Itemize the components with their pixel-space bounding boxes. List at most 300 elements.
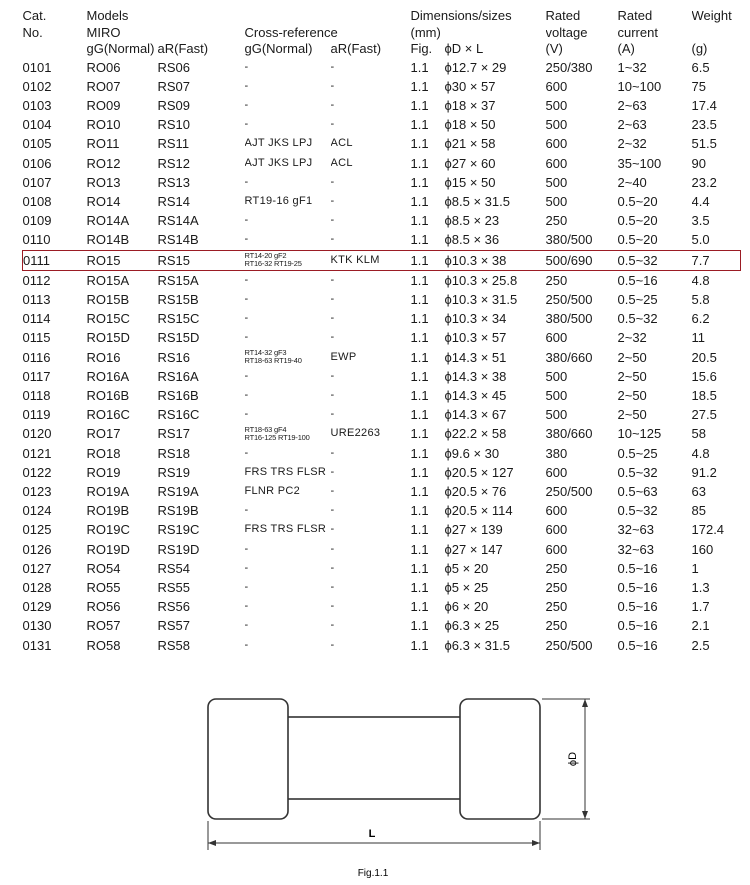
- cell-rated-current: 10~100: [617, 78, 662, 94]
- cell-model-ar: RS16B: [157, 387, 199, 403]
- cell-xref-ar: -: [330, 79, 335, 92]
- cell-model-gg: RO18: [86, 445, 121, 461]
- cell-rated-voltage: 380/660: [545, 426, 593, 442]
- cell-xref-ar: -: [330, 98, 335, 111]
- header-dl: ϕD × L: [444, 41, 484, 56]
- table-row: [23, 58, 741, 77]
- fuse-catalog-table: [22, 8, 741, 655]
- cell-rated-current: 0.5~20: [617, 232, 658, 248]
- table-row: [23, 501, 741, 520]
- header-rated-voltage-1: Rated: [545, 8, 581, 23]
- cell-rated-current: 2~50: [617, 368, 647, 384]
- cell-cat-no: 0125: [22, 522, 52, 538]
- table-row: [23, 270, 741, 290]
- cell-model-gg: RO15B: [86, 291, 130, 307]
- cell-xref-ar: -: [330, 484, 335, 497]
- table-row: [23, 230, 741, 250]
- table-row: [23, 211, 741, 230]
- cell-weight: 3.5: [691, 213, 710, 229]
- cell-weight: 90: [691, 155, 706, 171]
- xref-gg-line-1: RT18-63 gF4: [244, 424, 287, 434]
- cell-weight: 15.6: [691, 368, 717, 384]
- cell-model-gg: RO17: [86, 426, 121, 442]
- cell-model-ar: RS14B: [157, 232, 199, 248]
- cell-model-gg: RO58: [86, 637, 121, 653]
- cell-model-gg: RO12: [86, 155, 121, 171]
- cell-xref-gg: -: [244, 175, 249, 188]
- cell-cat-no: 0130: [22, 618, 52, 634]
- cell-weight: 58: [691, 426, 706, 442]
- cell-dimensions: ϕ27 × 147: [444, 541, 503, 557]
- cell-rated-current: 2~63: [617, 97, 647, 113]
- cell-rated-voltage: 600: [545, 541, 568, 557]
- cell-xref-gg: FRS TRS FLSR: [244, 465, 327, 478]
- cell-model-ar: RS16C: [157, 407, 200, 423]
- cell-xref-gg: -: [244, 446, 249, 459]
- cell-fig: 1.1: [410, 599, 429, 615]
- cell-weight: 2.5: [691, 637, 710, 653]
- cell-fig: 1.1: [410, 193, 429, 209]
- cell-rated-voltage: 250: [545, 213, 568, 229]
- table-row: [23, 134, 741, 153]
- cell-dimensions: ϕ30 × 57: [444, 78, 496, 94]
- cell-rated-current: 0.5~16: [617, 599, 658, 615]
- cell-dimensions: ϕ22.2 × 58: [444, 426, 507, 442]
- table-row: [23, 173, 741, 192]
- cell-rated-current: 0.5~16: [617, 560, 658, 576]
- cell-fig: 1.1: [410, 174, 429, 190]
- cell-rated-voltage: 500: [545, 117, 568, 133]
- cell-fig: 1.1: [410, 560, 429, 576]
- table-body: [23, 58, 741, 655]
- cell-rated-voltage: 250: [545, 579, 568, 595]
- cell-model-ar: RS55: [157, 579, 191, 595]
- cell-fig: 1.1: [410, 136, 429, 152]
- cell-fig: 1.1: [410, 541, 429, 557]
- cell-dimensions: ϕ6.3 × 25: [444, 618, 500, 634]
- cell-rated-current: 2~63: [617, 117, 647, 133]
- header-amp-unit: (A): [617, 41, 635, 56]
- table-row: [23, 520, 741, 539]
- cell-cat-no: 0111: [23, 250, 87, 270]
- table-row: [23, 77, 741, 96]
- cell-xref-gg: -: [244, 118, 249, 131]
- cell-model-gg: RO16B: [86, 387, 130, 403]
- cell-fig: 1.1: [410, 522, 429, 538]
- table-row: [23, 559, 741, 578]
- cell-rated-current: 10~125: [617, 426, 662, 442]
- cell-xref-ar: ACL: [330, 137, 353, 150]
- cell-fig: 1.1: [410, 59, 429, 75]
- cell-rated-current: 2~50: [617, 387, 647, 403]
- cell-dimensions: ϕ10.3 × 34: [444, 311, 507, 327]
- cell-weight: 23.2: [691, 174, 717, 190]
- cell-xref-ar: -: [330, 369, 335, 382]
- cell-xref-ar: -: [330, 388, 335, 401]
- cell-fig: 1.1: [410, 311, 429, 327]
- cell-cat-no: 0120: [22, 426, 52, 442]
- cell-xref-gg: [245, 250, 331, 270]
- cell-dimensions: ϕ10.3 × 31.5: [444, 291, 518, 307]
- cell-rated-voltage: 500: [545, 97, 568, 113]
- table-row: [23, 444, 741, 463]
- header-cross-reference: Cross-reference: [244, 24, 338, 40]
- cell-rated-current: 2~32: [617, 330, 647, 346]
- table-row: [23, 115, 741, 134]
- cell-rated-current: 1~32: [617, 59, 647, 75]
- cell-dimensions: ϕ8.5 × 36: [444, 232, 500, 248]
- cell-model-gg: RO19C: [86, 522, 130, 538]
- cell-weight: 160: [691, 541, 714, 557]
- fuse-right-cap: [460, 699, 540, 819]
- cell-cat-no: 0127: [22, 560, 52, 576]
- xref-gg-line-2: RT16-125 RT19-100: [244, 432, 310, 442]
- table-row: [23, 96, 741, 115]
- cell-model-ar: RS16A: [157, 368, 199, 384]
- cell-model-ar: RS19A: [157, 483, 199, 499]
- cell-dimensions: ϕ6 × 20: [444, 599, 489, 615]
- cell-xref-gg: [245, 424, 331, 443]
- cell-rated-current: 2~50: [617, 407, 647, 423]
- cell-model-gg: RO13: [86, 174, 121, 190]
- cell-rated-current: 2~50: [617, 349, 647, 365]
- cell-xref-gg: -: [244, 292, 249, 305]
- cell-rated-voltage: 250/500: [545, 291, 593, 307]
- cell-dimensions: ϕ10.3 × 25.8: [444, 272, 518, 288]
- cell-xref-ar: -: [330, 638, 335, 651]
- cell-rated-current: 0.5~16: [617, 272, 658, 288]
- cell-rated-voltage: 500/690: [546, 250, 618, 270]
- table-row: [23, 386, 741, 405]
- cell-cat-no: 0114: [22, 311, 51, 327]
- cell-xref-gg: FRS TRS FLSR: [244, 523, 327, 536]
- cell-model-gg: RO15D: [86, 330, 130, 346]
- cell-rated-current: 2~40: [617, 174, 647, 190]
- cell-xref-gg: -: [244, 79, 249, 92]
- cell-xref-ar: -: [330, 233, 335, 246]
- cell-cat-no: 0101: [22, 59, 52, 75]
- diameter-arrow-bottom: [582, 811, 588, 819]
- cell-cat-no: 0106: [22, 155, 52, 171]
- cell-rated-current: 35~100: [617, 155, 662, 171]
- cell-model-gg: RO19A: [86, 483, 130, 499]
- cell-xref-ar: -: [330, 504, 335, 517]
- cell-rated-voltage: 250/500: [545, 637, 593, 653]
- cell-rated-voltage: 250: [545, 618, 568, 634]
- diameter-arrow-top: [582, 699, 588, 707]
- cell-xref-ar: -: [330, 561, 335, 574]
- cell-model-ar: RS15B: [157, 291, 199, 307]
- cell-xref-gg: -: [244, 312, 249, 325]
- cell-rated-voltage: 500: [545, 387, 568, 403]
- cell-fig: 1.1: [410, 155, 429, 171]
- cell-model-gg: RO11: [86, 136, 120, 152]
- cell-dimensions: ϕ18 × 37: [444, 97, 496, 113]
- cell-xref-gg: -: [244, 331, 249, 344]
- cell-cat-no: 0113: [22, 291, 51, 307]
- cell-model-ar: RS19: [157, 464, 191, 480]
- table-row: [23, 597, 741, 616]
- cell-fig: 1.1: [410, 213, 429, 229]
- cell-rated-voltage: 250/500: [545, 483, 593, 499]
- fuse-dimension-figure: [190, 685, 610, 885]
- cell-cat-no: 0131: [22, 637, 52, 653]
- cell-rated-current: 0.5~32: [617, 311, 658, 327]
- cell-rated-current: 0.5~16: [617, 618, 658, 634]
- cell-dimensions: ϕ14.3 × 51: [444, 349, 507, 365]
- cell-model-gg: RO10: [86, 117, 121, 133]
- table-row: [23, 405, 741, 424]
- cell-weight: 1: [691, 560, 699, 576]
- cell-weight: 5.8: [691, 291, 710, 307]
- cell-rated-voltage: 600: [545, 522, 568, 538]
- cell-xref-ar: -: [330, 292, 335, 305]
- cell-rated-voltage: 600: [545, 136, 568, 152]
- cell-cat-no: 0107: [22, 174, 52, 190]
- cell-xref-gg: -: [244, 60, 249, 73]
- table-row: [23, 636, 741, 655]
- cell-weight: 63: [691, 483, 706, 499]
- header-xref-ar: aR(Fast): [330, 41, 382, 56]
- cell-cat-no: 0128: [22, 579, 52, 595]
- cell-xref-ar: -: [330, 619, 335, 632]
- cell-cat-no: 0108: [22, 193, 52, 209]
- table-row: [23, 309, 741, 328]
- table-row: [23, 348, 741, 367]
- cell-rated-current: 0.5~16: [617, 579, 658, 595]
- cell-cat-no: 0115: [22, 330, 51, 346]
- cell-xref-gg: -: [244, 600, 249, 613]
- cell-cat-no: 0116: [22, 349, 51, 365]
- cell-weight: 6.5: [691, 59, 710, 75]
- cell-cat-no: 0104: [22, 117, 52, 133]
- cell-fig: 1.1: [410, 291, 429, 307]
- cell-model-ar: RS06: [157, 59, 191, 75]
- cell-rated-voltage: 600: [545, 330, 568, 346]
- cell-xref-gg: [245, 348, 331, 367]
- cell-dimensions: ϕ14.3 × 38: [444, 368, 507, 384]
- xref-gg-line-2: RT18-63 RT19-40: [244, 356, 302, 366]
- cell-rated-current: 32~63: [617, 522, 655, 538]
- header-dimensions: Dimensions/sizes: [410, 8, 512, 23]
- cell-model-gg: RO56: [86, 599, 121, 615]
- cell-model-gg: RO15A: [86, 272, 130, 288]
- header-gg-normal: gG(Normal): [86, 41, 155, 56]
- table-row: [23, 290, 741, 309]
- cell-rated-voltage: 380/500: [545, 232, 593, 248]
- cell-dimensions: ϕ20.5 × 76: [444, 483, 507, 499]
- cell-dimensions: ϕ12.7 × 29: [444, 59, 507, 75]
- cell-xref-gg: -: [244, 369, 249, 382]
- cell-rated-current: 0.5~32: [617, 464, 658, 480]
- cell-xref-ar: ACL: [330, 156, 353, 169]
- cell-cat-no: 0121: [22, 445, 52, 461]
- cell-fig: 1.1: [410, 97, 429, 113]
- cell-dimensions: ϕ21 × 58: [444, 136, 496, 152]
- cell-rated-voltage: 600: [545, 503, 568, 519]
- cell-xref-ar: -: [330, 331, 335, 344]
- cell-xref-ar: -: [330, 60, 335, 73]
- diameter-label: ϕD: [567, 751, 579, 767]
- header-mm: (mm): [410, 24, 441, 40]
- cell-cat-no: 0105: [22, 136, 52, 152]
- table-row: [23, 250, 741, 270]
- cell-model-ar: RS14A: [157, 213, 199, 229]
- cell-xref-gg: -: [244, 619, 249, 632]
- table-header: [23, 8, 741, 58]
- cell-weight: 2.1: [691, 618, 710, 634]
- cell-rated-voltage: 250: [545, 560, 568, 576]
- cell-rated-current: 0.5~25: [617, 445, 658, 461]
- cell-rated-voltage: 380/660: [545, 349, 593, 365]
- cell-rated-voltage: 600: [545, 464, 568, 480]
- cell-rated-voltage: 500: [545, 193, 568, 209]
- cell-dimensions: ϕ10.3 × 38: [445, 250, 546, 270]
- cell-weight: 18.5: [691, 387, 717, 403]
- cell-fig: 1.1: [410, 387, 429, 403]
- cell-cat-no: 0110: [22, 232, 51, 248]
- cell-fig: 1.1: [410, 349, 429, 365]
- cell-model-ar: RS07: [157, 78, 191, 94]
- cell-dimensions: ϕ9.6 × 30: [444, 445, 500, 461]
- cell-model-ar: RS19C: [157, 522, 200, 538]
- cell-xref-gg: -: [244, 214, 249, 227]
- cell-model-ar: RS57: [157, 618, 191, 634]
- cell-xref-ar: -: [330, 600, 335, 613]
- cell-model-gg: RO19: [86, 464, 121, 480]
- cell-cat-no: 0124: [22, 503, 52, 519]
- cell-cat-no: 0123: [22, 483, 52, 499]
- cell-model-ar: RS15C: [157, 311, 200, 327]
- cell-cat-no: 0129: [22, 599, 52, 615]
- cell-model-ar: RS15A: [157, 272, 199, 288]
- cell-weight: 85: [691, 503, 706, 519]
- cell-fig: 1.1: [410, 407, 429, 423]
- cell-cat-no: 0118: [22, 387, 51, 403]
- cell-dimensions: ϕ15 × 50: [444, 174, 496, 190]
- cell-model-ar: RS18: [157, 445, 191, 461]
- header-models: Models: [86, 8, 129, 23]
- header-voltage: voltage: [545, 24, 588, 40]
- cell-model-ar: RS15D: [157, 330, 200, 346]
- cell-model-gg: RO07: [86, 78, 121, 94]
- cell-rated-voltage: 500: [545, 368, 568, 384]
- cell-model-gg: RO19D: [86, 541, 130, 557]
- cell-dimensions: ϕ18 × 50: [444, 117, 496, 133]
- header-no: No.: [22, 24, 43, 40]
- length-label: L: [368, 828, 376, 840]
- table-row: [23, 154, 741, 173]
- cell-fig: 1.1: [410, 618, 429, 634]
- table-row: [23, 424, 741, 443]
- cell-model-ar: RS16: [157, 349, 191, 365]
- cell-cat-no: 0119: [22, 407, 51, 423]
- cell-rated-voltage: 500: [545, 407, 568, 423]
- length-arrow-right: [532, 840, 540, 846]
- cell-dimensions: ϕ20.5 × 127: [444, 464, 514, 480]
- cell-weight: 4.8: [691, 272, 710, 288]
- cell-rated-current: 32~63: [617, 541, 655, 557]
- cell-xref-ar: -: [330, 408, 335, 421]
- cell-fig: 1.1: [410, 503, 429, 519]
- cell-model-gg: RO14A: [86, 213, 130, 229]
- cell-weight: 1.7: [691, 599, 710, 615]
- length-arrow-left: [208, 840, 216, 846]
- cell-cat-no: 0117: [22, 368, 51, 384]
- cell-xref-gg: -: [244, 638, 249, 651]
- xref-gg-line-1: RT14-20 gF2: [244, 251, 287, 261]
- cell-fig: 1.1: [410, 272, 429, 288]
- cell-xref-gg: -: [244, 504, 249, 517]
- cell-model-ar: RS58: [157, 637, 191, 653]
- cell-dimensions: ϕ6.3 × 31.5: [444, 637, 510, 653]
- cell-weight: 4.4: [691, 193, 710, 209]
- cell-weight: 51.5: [691, 136, 717, 152]
- cell-rated-voltage: 250: [545, 599, 568, 615]
- header-volt-unit: (V): [545, 41, 563, 56]
- cell-fig: 1.1: [410, 330, 429, 346]
- header-fig: Fig.: [410, 41, 433, 56]
- cell-xref-gg: RT19-16 gF1: [244, 194, 313, 207]
- cell-model-gg: RO14: [86, 193, 121, 209]
- cell-rated-current: 0.5~32: [618, 250, 692, 270]
- cell-rated-voltage: 250/380: [545, 59, 593, 75]
- cell-xref-gg: -: [244, 273, 249, 286]
- cell-xref-ar: EWP: [330, 350, 357, 363]
- cell-rated-voltage: 380: [545, 445, 568, 461]
- cell-dimensions: ϕ14.3 × 67: [444, 407, 507, 423]
- cell-cat-no: 0112: [22, 272, 51, 288]
- cell-xref-gg: FLNR PC2: [244, 484, 301, 497]
- cell-weight: 4.8: [691, 445, 710, 461]
- cell-cat-no: 0103: [22, 97, 52, 113]
- cell-xref-ar: -: [330, 542, 335, 555]
- cell-model-ar: RS11: [157, 136, 190, 152]
- xref-gg-line-1: RT14-32 gF3: [244, 348, 287, 358]
- cell-model-ar: RS13: [157, 174, 191, 190]
- cell-fig: 1.1: [411, 250, 445, 270]
- cell-xref-gg: -: [244, 98, 249, 111]
- cell-weight: 11: [691, 330, 705, 346]
- cell-weight: 17.4: [691, 97, 717, 113]
- cell-fig: 1.1: [410, 368, 429, 384]
- fuse-body: [270, 717, 480, 799]
- cell-weight: 7.7: [692, 250, 741, 270]
- cell-xref-ar: -: [330, 175, 335, 188]
- cell-fig: 1.1: [410, 464, 429, 480]
- cell-xref-gg: -: [244, 580, 249, 593]
- cell-rated-current: 0.5~25: [617, 291, 658, 307]
- header-rated-current-1: Rated: [617, 8, 653, 23]
- cell-dimensions: ϕ8.5 × 23: [444, 213, 500, 229]
- cell-cat-no: 0102: [22, 78, 52, 94]
- cell-xref-gg: -: [244, 388, 249, 401]
- cell-fig: 1.1: [410, 483, 429, 499]
- cell-xref-gg: -: [244, 233, 249, 246]
- fuse-left-cap: [208, 699, 288, 819]
- cell-dimensions: ϕ14.3 × 45: [444, 387, 507, 403]
- cell-model-ar: RS15: [158, 250, 245, 270]
- cell-dimensions: ϕ5 × 25: [444, 579, 489, 595]
- cell-xref-gg: -: [244, 561, 249, 574]
- cell-fig: 1.1: [410, 637, 429, 653]
- cell-weight: 20.5: [691, 349, 717, 365]
- table-row: [23, 192, 741, 211]
- cell-dimensions: ϕ27 × 60: [444, 155, 496, 171]
- header-weight: Weight: [691, 8, 732, 23]
- cell-rated-current: 0.5~20: [617, 193, 658, 209]
- cell-rated-voltage: 380/500: [545, 311, 593, 327]
